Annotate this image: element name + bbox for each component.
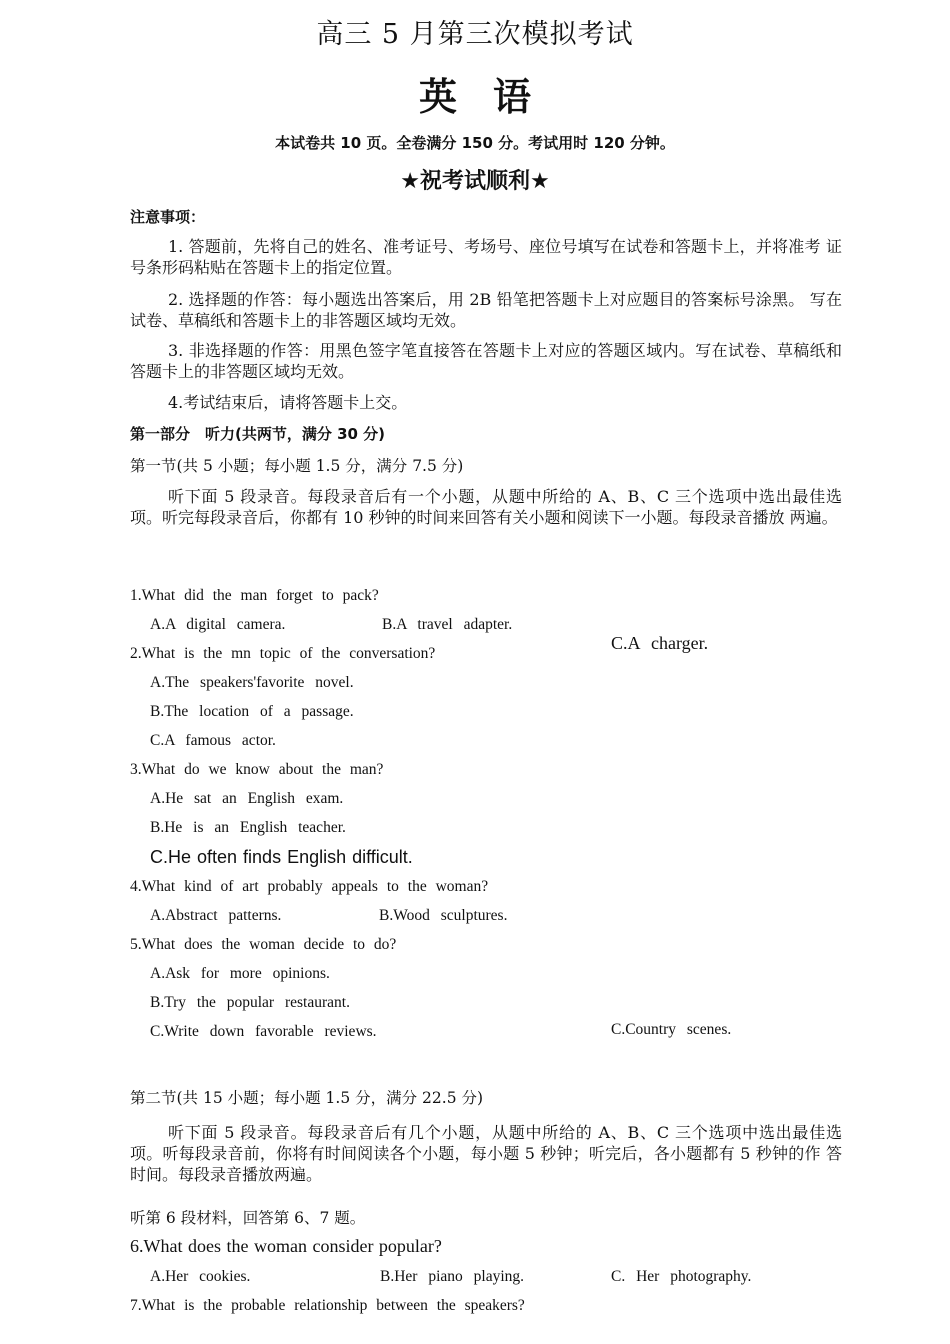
question-1-option-a: A.A digital camera. (150, 616, 286, 633)
question-4-stem: 4.What kind of art probably appeals to the woman? (130, 878, 489, 895)
question-7-stem: 7.What is the probable relationship between the speakers? (130, 1297, 525, 1314)
question-6-stem: 6.What does the woman consider popular? (130, 1236, 442, 1256)
notice-item-4: 4.考试结束后，请将答题卡上交。 (168, 393, 408, 412)
exam-title: 高三 5 月第三次模拟考试 (316, 19, 634, 50)
subject-title: 英语 (418, 74, 567, 119)
question-5-option-c: C.Write down favorable reviews. (150, 1023, 377, 1040)
question-3-option-c: C.He often finds English difficult. (150, 847, 413, 867)
question-1-option-b: B.A travel adapter. (382, 616, 513, 633)
section2-heading: 第二节(共 15 小题；每小题 1.5 分，满分 22.5 分) (130, 1089, 484, 1107)
section1-heading: 第一节(共 5 小题；每小题 1.5 分，满分 7.5 分) (130, 457, 464, 475)
question-2-stem: 2.What is the mn topic of the conversation? (130, 645, 436, 662)
exam-info: 本试卷共 10 页。全卷满分 150 分。考试用时 120 分钟。 (275, 134, 675, 152)
question-3-stem: 3.What do we know about the man? (130, 761, 384, 778)
material-6-note: 听第 6 段材料，回答第 6、7 题。 (130, 1209, 366, 1227)
notice-item-2: 2. 选择题的作答：每小题选出答案后，用 2B 铅笔把答题卡上对应题目的答案标号涂黑。 写在试卷、草稿纸和答题卡上的非答题区域均无效。 (130, 290, 842, 330)
notice-item-1: 1. 答题前，先将自己的姓名、准考证号、考场号、座位号填写在试卷和答题卡上，并将准考 证号条形码粘贴在答题卡上的指定位置。 (130, 237, 842, 277)
notice-item-3: 3. 非选择题的作答：用黑色签字笔直接答在答题卡上对应的答题区域内。写在试卷、草稿纸和答题卡上的非答题区域均无效。 (130, 341, 842, 381)
question-5-stem: 5.What does the woman decide to do? (130, 936, 397, 953)
question-4-option-c: C.Country scenes. (611, 1021, 732, 1038)
question-6-option-a: A.Her cookies. (150, 1268, 251, 1285)
question-1-stem: 1.What did the man forget to pack? (130, 587, 379, 604)
section1-instructions: 听下面 5 段录音。每段录音后有一个小题，从题中所给的 A、B、C 三个选项中选出最佳选 项。听完每段录音后，你都有 10 秒钟的时间来回答有关小题和阅读下一小题。每段录音播放 两遍。 (130, 487, 842, 527)
blessing-line: ★祝考试顺利★ (400, 169, 550, 194)
section2-instructions: 听下面 5 段录音。每段录音后有几个小题，从题中所给的 A、B、C 三个选项中选出最佳选 项。听每段录音前，你将有时间阅读各个小题，每小题 5 秒钟；听完后，各小题都有 5 秒钟的作 答时间。每段录音播放两遍。 (130, 1123, 842, 1184)
question-5-option-a: A.Ask for more opinions. (150, 965, 330, 982)
question-4-option-b: B.Wood sculptures. (379, 907, 508, 924)
question-4-option-a: A.Abstract patterns. (150, 907, 282, 924)
question-1-option-c: C.A charger. (611, 633, 709, 653)
question-6-option-c: C. Her photography. (611, 1268, 752, 1285)
question-5-option-b: B.Try the popular restaurant. (150, 994, 350, 1011)
notice-heading: 注意事项： (130, 208, 206, 226)
question-2-option-c: C.A famous actor. (150, 732, 276, 749)
part1-heading: 第一部分 听力(共两节，满分 30 分) (130, 425, 386, 443)
question-3-option-a: A.He sat an English exam. (150, 790, 344, 807)
question-2-option-a: A.The speakers'favorite novel. (150, 674, 354, 691)
question-3-option-b: B.He is an English teacher. (150, 819, 346, 836)
question-2-option-b: B.The location of a passage. (150, 703, 354, 720)
question-6-option-b: B.Her piano playing. (380, 1268, 525, 1285)
